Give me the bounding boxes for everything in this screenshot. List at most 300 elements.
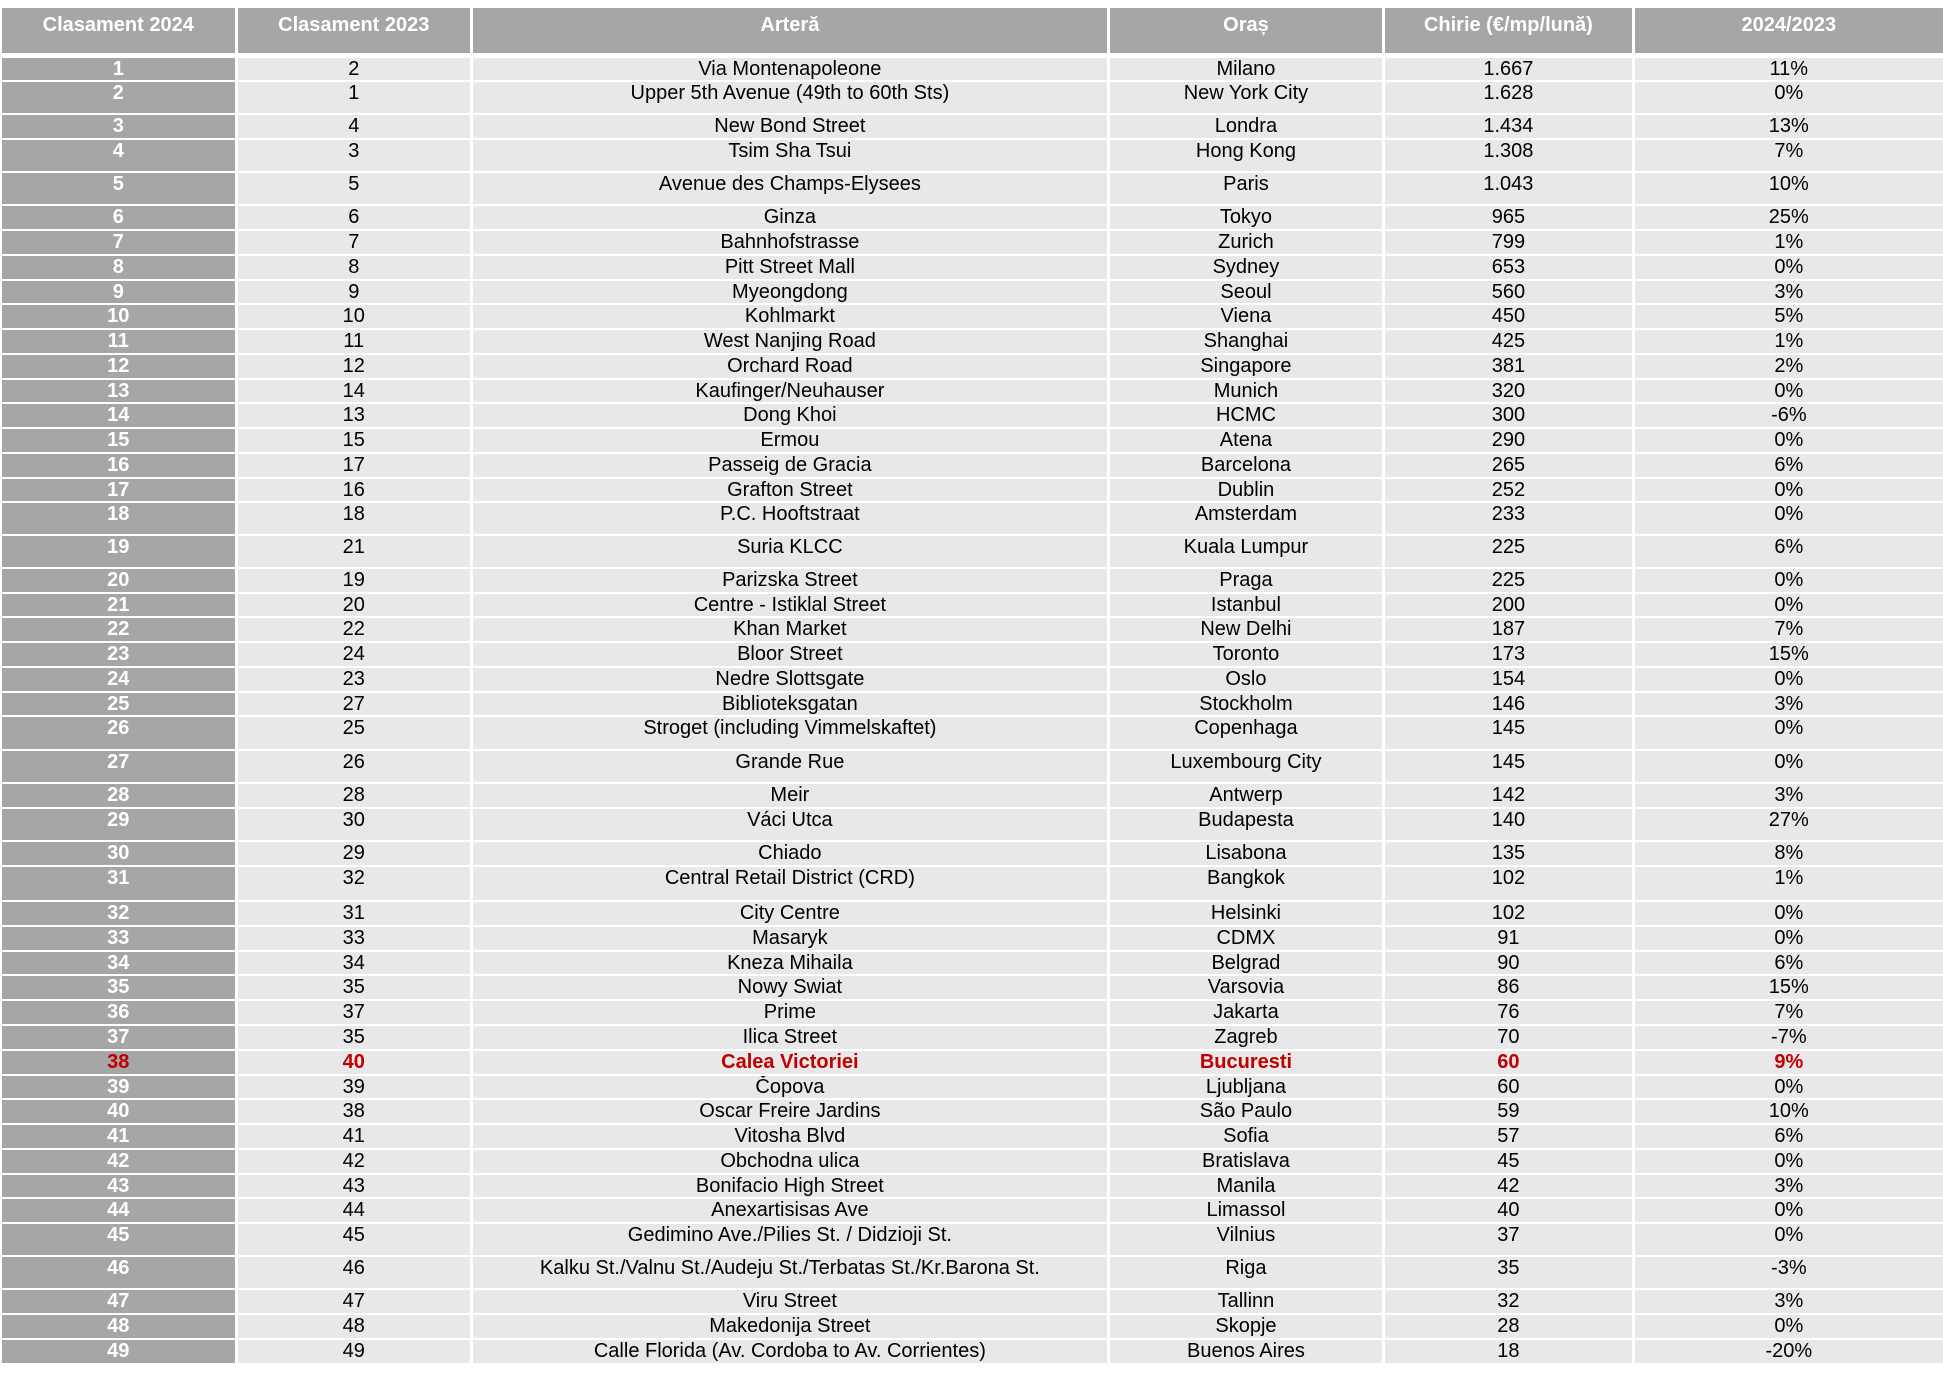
cell-city: HCMC [1110,404,1382,427]
cell-city: Oslo [1110,668,1382,691]
cell-city: Praga [1110,569,1382,592]
cell-rank-2024: 49 [2,1340,235,1363]
cell-change: 3% [1635,784,1943,807]
cell-change: -7% [1635,1026,1943,1049]
cell-city: Varsovia [1110,976,1382,999]
table-row [0,536,1943,567]
table-row [0,976,1943,999]
cell-street: Bahnhofstrasse [473,231,1107,254]
table-row [0,927,1943,950]
cell-rank-2024: 5 [2,173,235,204]
cell-rank-2023: 4 [238,115,471,138]
cell-street: Centre - Istiklal Street [473,594,1107,616]
cell-rank-2024: 40 [2,1100,235,1123]
cell-street: Upper 5th Avenue (49th to 60th Sts) [473,82,1107,113]
cell-rank-2023: 6 [238,206,471,229]
cell-rent: 225 [1385,536,1631,567]
cell-change: 0% [1635,82,1943,113]
cell-city: Dublin [1110,479,1382,501]
cell-street: Orchard Road [473,355,1107,378]
cell-street: Passeig de Gracia [473,454,1107,477]
cell-rank-2024: 41 [2,1125,235,1148]
cell-rent: 1.667 [1385,58,1631,80]
cell-street: Váci Utca [473,809,1107,840]
table-row [0,1340,1943,1363]
cell-rank-2024: 38 [2,1051,235,1074]
table-row [0,330,1943,353]
cell-rank-2024: 14 [2,404,235,427]
cell-change: 0% [1635,751,1943,782]
cell-rent: 145 [1385,717,1631,749]
cell-change: 0% [1635,717,1943,749]
cell-rank-2024: 22 [2,618,235,641]
table-row [0,594,1943,616]
table-row [0,1150,1943,1173]
cell-city: Jakarta [1110,1001,1382,1024]
table-row [0,355,1943,378]
cell-rank-2023: 44 [238,1199,471,1222]
cell-rank-2023: 19 [238,569,471,592]
cell-rent: 1.434 [1385,115,1631,138]
cell-rank-2023: 11 [238,330,471,353]
cell-city: Sydney [1110,256,1382,279]
cell-city: Paris [1110,173,1382,204]
table-row [0,140,1943,171]
table-row [0,1100,1943,1123]
cell-rank-2023: 27 [238,693,471,715]
cell-rank-2024: 3 [2,115,235,138]
cell-rent: 37 [1385,1224,1631,1255]
cell-city: Zurich [1110,231,1382,254]
cell-rent: 425 [1385,330,1631,353]
cell-rank-2023: 46 [238,1257,471,1288]
cell-city: São Paulo [1110,1100,1382,1123]
cell-rank-2023: 33 [238,927,471,950]
cell-change: 0% [1635,380,1943,402]
cell-change: 0% [1635,902,1943,925]
cell-rank-2024: 43 [2,1175,235,1197]
cell-street: Tsim Sha Tsui [473,140,1107,171]
cell-city: Milano [1110,58,1382,80]
cell-street: Oscar Freire Jardins [473,1100,1107,1123]
cell-rank-2023: 18 [238,503,471,534]
cell-rank-2024: 30 [2,842,235,865]
cell-rank-2023: 12 [238,355,471,378]
table-row [0,569,1943,592]
cell-city: Zagreb [1110,1026,1382,1049]
cell-rank-2023: 49 [238,1340,471,1363]
cell-city: Singapore [1110,355,1382,378]
cell-rank-2024: 35 [2,976,235,999]
table-row [0,256,1943,279]
cell-city: Helsinki [1110,902,1382,925]
table-row [0,1290,1943,1313]
cell-city: Luxembourg City [1110,751,1382,782]
cell-rent: 560 [1385,281,1631,303]
cell-rank-2023: 22 [238,618,471,641]
table-row [0,809,1943,840]
cell-rank-2024: 11 [2,330,235,353]
cell-city: Londra [1110,115,1382,138]
cell-change: 0% [1635,668,1943,691]
cell-rank-2023: 14 [238,380,471,402]
cell-rent: 28 [1385,1315,1631,1338]
cell-rank-2023: 45 [238,1224,471,1255]
cell-city: Amsterdam [1110,503,1382,534]
cell-rent: 653 [1385,256,1631,279]
cell-rank-2023: 28 [238,784,471,807]
cell-change: 1% [1635,231,1943,254]
cell-rank-2023: 8 [238,256,471,279]
cell-street: Gedimino Ave./Pilies St. / Didzioji St. [473,1224,1107,1255]
cell-rank-2023: 26 [238,751,471,782]
cell-city: Stockholm [1110,693,1382,715]
table-row [0,668,1943,691]
cell-change: 6% [1635,1125,1943,1148]
table-row [0,1199,1943,1222]
cell-rank-2023: 29 [238,842,471,865]
cell-change: 7% [1635,1001,1943,1024]
table-row [0,206,1943,229]
cell-change: 11% [1635,58,1943,80]
cell-change: 10% [1635,173,1943,204]
cell-change: 15% [1635,643,1943,666]
cell-rank-2024: 9 [2,281,235,303]
cell-rent: 154 [1385,668,1631,691]
cell-street: Suria KLCC [473,536,1107,567]
cell-rent: 1.043 [1385,173,1631,204]
cell-street: Kohlmarkt [473,305,1107,328]
cell-rank-2023: 40 [238,1051,471,1074]
cell-change: 0% [1635,1199,1943,1222]
cell-city: New Delhi [1110,618,1382,641]
cell-street: Anexartisisas Ave [473,1199,1107,1222]
cell-rank-2024: 26 [2,717,235,749]
cell-rank-2024: 18 [2,503,235,534]
cell-street: Bloor Street [473,643,1107,666]
cell-rank-2024: 16 [2,454,235,477]
cell-street: Kneza Mihaila [473,952,1107,974]
cell-change: 3% [1635,693,1943,715]
cell-street: Central Retail District (CRD) [473,867,1107,900]
cell-street: Ilica Street [473,1026,1107,1049]
cell-city: Copenhaga [1110,717,1382,749]
table-row [0,1224,1943,1255]
cell-rank-2023: 13 [238,404,471,427]
cell-rank-2023: 23 [238,668,471,691]
cell-street: Avenue des Champs-Elysees [473,173,1107,204]
cell-city: Manila [1110,1175,1382,1197]
cell-rank-2023: 10 [238,305,471,328]
cell-street: P.C. Hooftstraat [473,503,1107,534]
cell-change: 0% [1635,1076,1943,1098]
cell-change: -20% [1635,1340,1943,1363]
cell-city: Belgrad [1110,952,1382,974]
cell-rent: 42 [1385,1175,1631,1197]
table-row [0,952,1943,974]
cell-change: 0% [1635,429,1943,452]
cell-city: Kuala Lumpur [1110,536,1382,567]
table-header-row [0,8,1943,53]
cell-city: Bangkok [1110,867,1382,900]
table-row [0,693,1943,715]
cell-rank-2024: 21 [2,594,235,616]
cell-change: 3% [1635,1175,1943,1197]
cell-street: Myeongdong [473,281,1107,303]
cell-change: 1% [1635,867,1943,900]
cell-change: -6% [1635,404,1943,427]
cell-rank-2024: 17 [2,479,235,501]
header-rent: Chirie (€/mp/lună) [1385,8,1631,53]
cell-rent: 142 [1385,784,1631,807]
cell-rent: 300 [1385,404,1631,427]
cell-city: Bucuresti [1110,1051,1382,1074]
table-row [0,1257,1943,1288]
cell-street: Nowy Swiat [473,976,1107,999]
cell-rank-2024: 44 [2,1199,235,1222]
cell-street: Čopova [473,1076,1107,1098]
cell-rank-2024: 28 [2,784,235,807]
cell-change: 25% [1635,206,1943,229]
cell-change: 6% [1635,536,1943,567]
cell-street: Viru Street [473,1290,1107,1313]
cell-change: 9% [1635,1051,1943,1074]
cell-rank-2023: 15 [238,429,471,452]
cell-rank-2024: 39 [2,1076,235,1098]
cell-change: 27% [1635,809,1943,840]
cell-change: 6% [1635,454,1943,477]
cell-rank-2023: 35 [238,976,471,999]
cell-street: Chiado [473,842,1107,865]
cell-rent: 145 [1385,751,1631,782]
cell-rank-2023: 5 [238,173,471,204]
cell-change: 0% [1635,479,1943,501]
cell-rank-2024: 47 [2,1290,235,1313]
cell-city: Toronto [1110,643,1382,666]
cell-street: Makedonija Street [473,1315,1107,1338]
cell-rank-2023: 48 [238,1315,471,1338]
cell-street: City Centre [473,902,1107,925]
cell-rank-2023: 2 [238,58,471,80]
cell-street: Kaufinger/Neuhauser [473,380,1107,402]
cell-city: Ljubljana [1110,1076,1382,1098]
cell-rank-2024: 1 [2,58,235,80]
cell-city: Bratislava [1110,1150,1382,1173]
cell-change: 7% [1635,618,1943,641]
cell-change: 0% [1635,594,1943,616]
cell-change: 0% [1635,1224,1943,1255]
cell-rank-2023: 25 [238,717,471,749]
cell-rank-2024: 20 [2,569,235,592]
cell-rank-2023: 47 [238,1290,471,1313]
cell-rank-2023: 32 [238,867,471,900]
cell-street: Khan Market [473,618,1107,641]
cell-city: Antwerp [1110,784,1382,807]
cell-change: 6% [1635,952,1943,974]
table-row [0,380,1943,402]
cell-rank-2023: 38 [238,1100,471,1123]
cell-rank-2024: 37 [2,1026,235,1049]
cell-street: West Nanjing Road [473,330,1107,353]
cell-change: 10% [1635,1100,1943,1123]
cell-rent: 76 [1385,1001,1631,1024]
cell-rank-2024: 10 [2,305,235,328]
cell-rank-2023: 3 [238,140,471,171]
cell-rank-2024: 2 [2,82,235,113]
cell-rent: 146 [1385,693,1631,715]
cell-rent: 40 [1385,1199,1631,1222]
table-row [0,618,1943,641]
cell-rent: 70 [1385,1026,1631,1049]
cell-city: Sofia [1110,1125,1382,1148]
table-row [0,231,1943,254]
cell-rank-2023: 7 [238,231,471,254]
cell-rent: 140 [1385,809,1631,840]
cell-rent: 450 [1385,305,1631,328]
cell-rent: 59 [1385,1100,1631,1123]
table-row [0,1175,1943,1197]
cell-rent: 102 [1385,902,1631,925]
cell-rank-2023: 30 [238,809,471,840]
cell-rank-2024: 27 [2,751,235,782]
cell-rank-2024: 4 [2,140,235,171]
cell-city: Budapesta [1110,809,1382,840]
cell-rank-2023: 34 [238,952,471,974]
cell-street: Bonifacio High Street [473,1175,1107,1197]
cell-city: Hong Kong [1110,140,1382,171]
cell-city: Barcelona [1110,454,1382,477]
cell-rank-2024: 36 [2,1001,235,1024]
cell-rank-2024: 7 [2,231,235,254]
cell-rent: 252 [1385,479,1631,501]
cell-rent: 173 [1385,643,1631,666]
cell-rent: 290 [1385,429,1631,452]
cell-rent: 90 [1385,952,1631,974]
cell-city: Munich [1110,380,1382,402]
table-row [0,281,1943,303]
table-row [0,503,1943,534]
cell-rank-2024: 15 [2,429,235,452]
cell-city: Limassol [1110,1199,1382,1222]
table-row [0,115,1943,138]
cell-street: Via Montenapoleone [473,58,1107,80]
cell-rank-2023: 41 [238,1125,471,1148]
table-row [0,58,1943,80]
cell-rank-2023: 9 [238,281,471,303]
cell-change: 0% [1635,1150,1943,1173]
table-row [0,82,1943,113]
cell-rank-2024: 24 [2,668,235,691]
cell-rank-2024: 45 [2,1224,235,1255]
cell-rank-2023: 20 [238,594,471,616]
cell-rank-2024: 31 [2,867,235,900]
cell-street: Ginza [473,206,1107,229]
table-row [0,784,1943,807]
cell-rent: 91 [1385,927,1631,950]
table-row [0,751,1943,782]
cell-rank-2024: 42 [2,1150,235,1173]
cell-rent: 265 [1385,454,1631,477]
cell-rank-2024: 32 [2,902,235,925]
cell-rank-2024: 23 [2,643,235,666]
cell-street: Stroget (including Vimmelskaftet) [473,717,1107,749]
cell-city: Tallinn [1110,1290,1382,1313]
cell-street: New Bond Street [473,115,1107,138]
cell-rank-2024: 29 [2,809,235,840]
cell-rent: 233 [1385,503,1631,534]
header-street: Arteră [473,8,1107,53]
cell-rank-2024: 34 [2,952,235,974]
cell-rent: 381 [1385,355,1631,378]
table-row [0,1125,1943,1148]
cell-change: 3% [1635,281,1943,303]
cell-street: Dong Khoi [473,404,1107,427]
cell-city: Riga [1110,1257,1382,1288]
cell-rank-2023: 39 [238,1076,471,1098]
cell-street: Biblioteksgatan [473,693,1107,715]
cell-rank-2023: 17 [238,454,471,477]
table-row [0,842,1943,865]
cell-city: Tokyo [1110,206,1382,229]
cell-rank-2023: 35 [238,1026,471,1049]
cell-rent: 102 [1385,867,1631,900]
cell-change: 2% [1635,355,1943,378]
table-row [0,1026,1943,1049]
cell-change: 13% [1635,115,1943,138]
cell-rank-2023: 1 [238,82,471,113]
table-row [0,429,1943,452]
cell-change: 15% [1635,976,1943,999]
table-row [0,404,1943,427]
cell-street: Kalku St./Valnu St./Audeju St./Terbatas St./Kr.Barona St. [473,1257,1107,1288]
cell-rank-2023: 16 [238,479,471,501]
cell-street: Grafton Street [473,479,1107,501]
cell-change: 7% [1635,140,1943,171]
table-row [0,1315,1943,1338]
cell-street: Ermou [473,429,1107,452]
cell-rank-2024: 48 [2,1315,235,1338]
cell-rent: 35 [1385,1257,1631,1288]
cell-rent: 60 [1385,1076,1631,1098]
table-row [0,1051,1943,1074]
cell-rent: 320 [1385,380,1631,402]
cell-change: 3% [1635,1290,1943,1313]
cell-rent: 32 [1385,1290,1631,1313]
cell-street: Prime [473,1001,1107,1024]
cell-street: Masaryk [473,927,1107,950]
cell-rank-2023: 31 [238,902,471,925]
cell-city: Atena [1110,429,1382,452]
cell-city: Shanghai [1110,330,1382,353]
table-row [0,643,1943,666]
cell-city: New York City [1110,82,1382,113]
cell-street: Obchodna ulica [473,1150,1107,1173]
cell-rent: 45 [1385,1150,1631,1173]
cell-change: 5% [1635,305,1943,328]
table-row [0,173,1943,204]
cell-rent: 225 [1385,569,1631,592]
cell-street: Vitosha Blvd [473,1125,1107,1148]
cell-city: Lisabona [1110,842,1382,865]
cell-rank-2024: 19 [2,536,235,567]
header-change: 2024/2023 [1635,8,1943,53]
cell-change: 0% [1635,569,1943,592]
cell-rank-2023: 21 [238,536,471,567]
cell-street: Calea Victoriei [473,1051,1107,1074]
cell-rent: 965 [1385,206,1631,229]
cell-city: Buenos Aires [1110,1340,1382,1363]
cell-rent: 200 [1385,594,1631,616]
